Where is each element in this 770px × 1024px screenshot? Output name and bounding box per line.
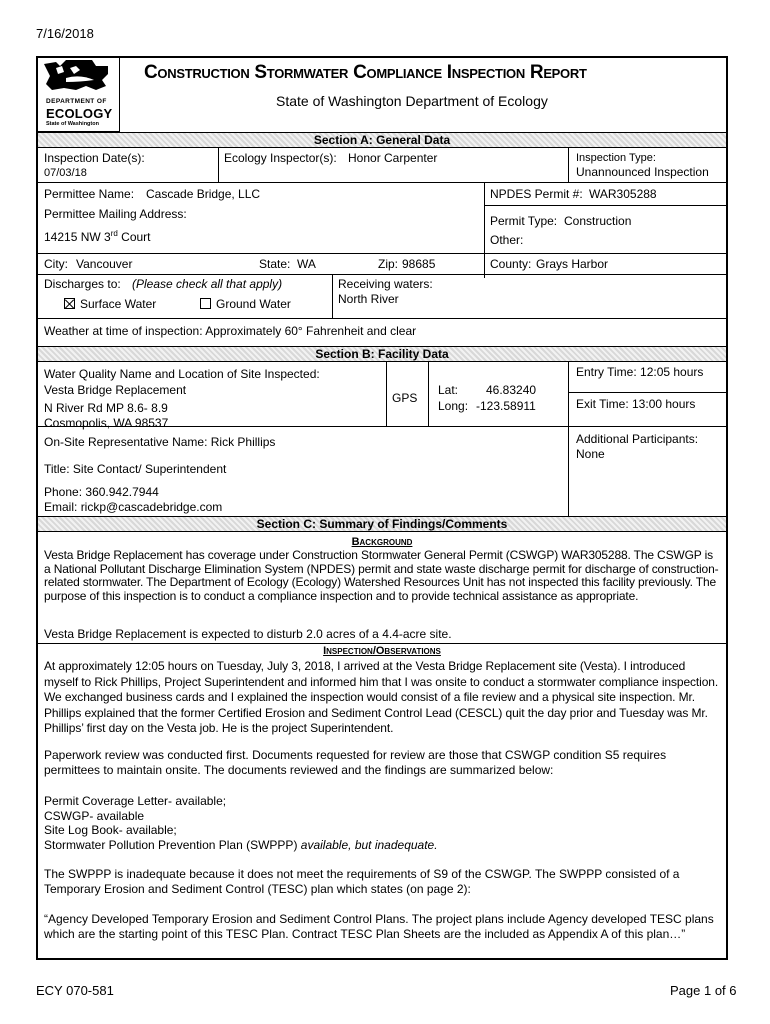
logo-line-1: DEPARTMENT OF — [46, 98, 107, 105]
swppp-quote: “Agency Developed Temporary Erosion and Sediment Control Plans. The project plans include Agency developed TESC plans which are the starting point of this TESC Plan. Contract TESC Plan Sheets are the included as Appendix A of this plan…” — [44, 912, 714, 941]
weather: Weather at time of inspection: Approximately 60° Fahrenheit and clear — [44, 324, 417, 338]
latitude: 46.83240 — [486, 383, 537, 397]
city-label: City: — [44, 257, 68, 271]
rep-name: On-Site Representative Name: Rick Phillips — [44, 435, 276, 449]
section-b-heading: Section B: Facility Data — [38, 346, 726, 362]
surface-water-option[interactable]: Surface Water — [64, 297, 156, 311]
site-label: Water Quality Name and Location of Site Inspected: — [44, 367, 320, 381]
observations-paragraph-3: The SWPPP is inadequate because it does not meet the requirements of S9 of the CSWGP. The SWPPP consisted of a Temporary Erosion and Sediment Control (TESC) plan which states (on page 2): — [44, 867, 680, 896]
npdes-number: WAR305288 — [589, 187, 657, 201]
rep-phone: Phone: 360.942.7944 — [44, 485, 159, 499]
page-number: Page 1 of 6 — [670, 983, 737, 998]
surface-water-checkbox[interactable] — [64, 298, 75, 309]
inspection-type: Unannounced Inspection — [576, 165, 709, 179]
permittee-name: Cascade Bridge, LLC — [146, 187, 261, 201]
state-label: State: — [259, 257, 291, 271]
rep-title: Title: Site Contact/ Superintendent — [44, 462, 227, 476]
npdes-label: NPDES Permit #: — [490, 187, 583, 201]
inspection-dates-label: Inspection Date(s): — [44, 151, 145, 165]
rep-email: Email: rickp@cascadebridge.com — [44, 500, 223, 514]
documents-list — [44, 794, 720, 852]
section-a-heading: Section A: General Data — [38, 132, 726, 148]
city: Vancouver — [76, 257, 133, 271]
form-number: ECY 070-581 — [36, 983, 114, 998]
ecology-logo — [36, 56, 120, 132]
discharges-hint: (Please check all that apply) — [132, 277, 283, 291]
other-label: Other: — [490, 233, 524, 247]
exit-time: Exit Time: 13:00 hours — [576, 397, 696, 411]
report-title: Construction Stormwater Compliance Inspection Report — [144, 62, 587, 83]
mailing-address: 14215 NW 3rd Court — [44, 229, 151, 244]
ground-water-option[interactable]: Ground Water — [200, 297, 291, 311]
logo-line-3: State of Washington — [46, 121, 99, 127]
gps-label: GPS — [392, 391, 418, 405]
county-label: County: — [490, 257, 532, 271]
inspector-label: Ecology Inspector(s): — [224, 151, 337, 165]
discharges-label: Discharges to: — [44, 277, 121, 291]
section-c-heading: Section C: Summary of Findings/Comments — [38, 516, 726, 532]
inspector-name: Honor Carpenter — [348, 151, 438, 165]
site-name: Vesta Bridge Replacement — [44, 383, 187, 397]
entry-time: Entry Time: 12:05 hours — [576, 365, 704, 379]
permit-type-label: Permit Type: — [490, 214, 558, 228]
inspection-heading: Inspection/Observations — [323, 645, 441, 657]
site-city: Cosmopolis, WA 98537 — [44, 416, 169, 430]
additional-participants: None — [576, 447, 605, 461]
document-item: Stormwater Pollution Prevention Plan (SWPPP) available, but inadequate. — [44, 837, 438, 852]
receiving-waters: North River — [338, 292, 399, 306]
document-item: Site Log Book- available; — [44, 823, 177, 837]
additional-label: Additional Participants: — [576, 432, 699, 446]
mailing-address-label: Permittee Mailing Address: — [44, 207, 187, 221]
document-item: CSWGP- available — [44, 808, 145, 823]
ground-water-checkbox[interactable] — [200, 298, 211, 309]
document-item: Permit Coverage Letter- available; — [44, 794, 227, 808]
permit-type: Construction — [564, 214, 632, 228]
observations-paragraph-1: At approximately 12:05 hours on Tuesday, July 3, 2018, I arrived at the Vesta Bridge Replacement site (Vesta). I introduced myself to Rick Phillips, Project Superintendent and informed him that I was onsite to conduct a stormwater compliance inspection. We exchanged business cards and I explained the inspection would consist of a file review and a physical site inspection. Mr. Phillips explained that the former Certified Erosion and Sediment Control Lead (CESCL) quit the day prior and Tuesday was Mr. Phillips’ first day on the Vesta job. He is the project Superintendent. — [44, 659, 719, 735]
background-paragraph-2: Vesta Bridge Replacement is expected to disturb 2.0 acres of a 4.4-acre site. — [44, 627, 452, 641]
county: Grays Harbor — [536, 257, 609, 271]
print-date: 7/16/2018 — [36, 26, 94, 41]
zip: 98685 — [402, 257, 436, 271]
background-paragraph-1: Vesta Bridge Replacement has coverage under Construction Stormwater General Permit (CSWGP) WAR305288. The CSWGP is a National Pollutant Discharge Elimination System (NPDES) permit and state waste discharge permit for discharge of construction-related stormwater. The Department of Ecology (Ecology) Watershed Resources Unit has not inspected this facility previously. The purpose of this inspection is to conduct a compliance inspection and to provide technical assistance as appropriate. — [44, 548, 719, 603]
logo-line-2: ECOLOGY — [46, 106, 113, 121]
longitude: -123.58911 — [476, 399, 536, 413]
background-heading: Background — [351, 536, 413, 548]
lat-label: Lat: — [438, 383, 459, 397]
inspection-dates: 07/03/18 — [44, 167, 87, 179]
permittee-name-label: Permittee Name: — [44, 187, 135, 201]
state: WA — [297, 257, 316, 271]
inspection-type-label: Inspection Type: — [576, 152, 656, 164]
receiving-waters-label: Receiving waters: — [338, 277, 433, 291]
observations-paragraph-2: Paperwork review was conducted first. Documents requested for review are those that CSWGP condition S5 requires permittees to maintain onsite. The documents reviewed and the findings are summarized below: — [44, 748, 667, 777]
site-road: N River Rd MP 8.6- 8.9 — [44, 401, 168, 415]
report-subtitle: State of Washington Department of Ecology — [276, 93, 548, 109]
long-label: Long: — [438, 399, 469, 413]
zip-label: Zip: — [378, 257, 399, 271]
